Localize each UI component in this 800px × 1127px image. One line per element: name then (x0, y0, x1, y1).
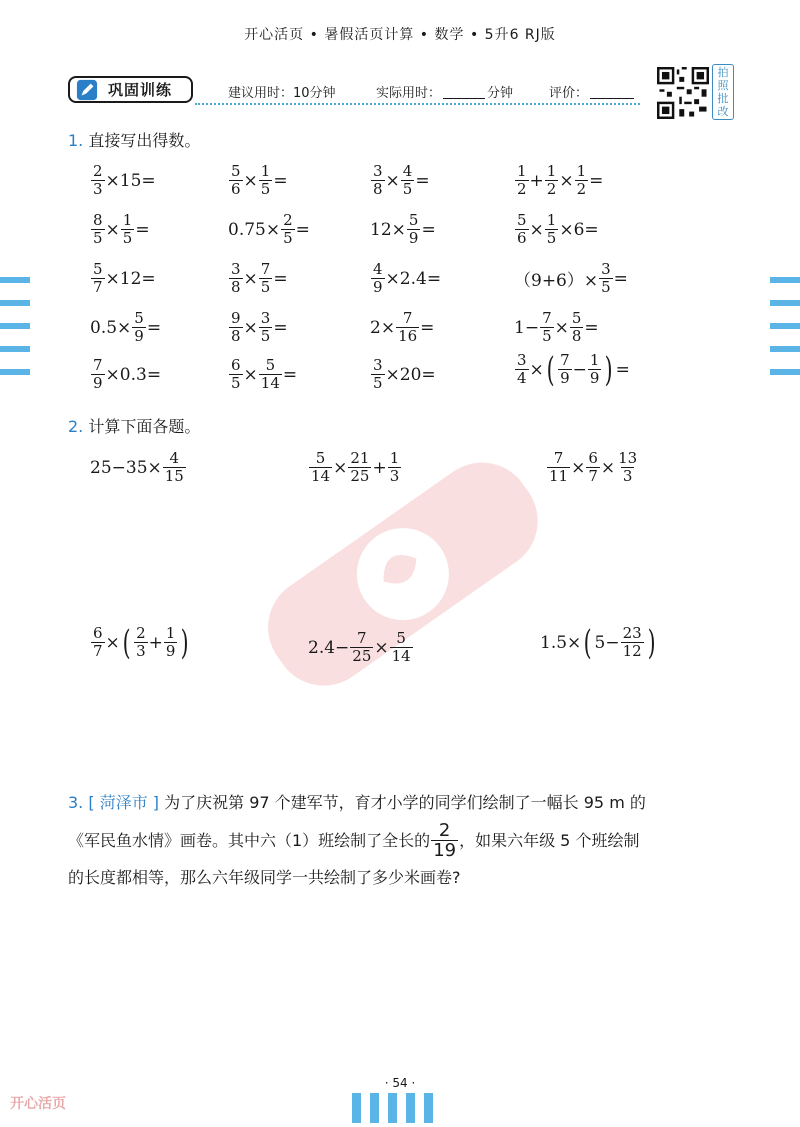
qr-code-icon[interactable] (657, 67, 709, 119)
fraction: $\frac{2}{5}$ (283, 211, 293, 247)
pencil-icon (76, 79, 98, 101)
fraction: $\frac{3}{4}$ (517, 351, 527, 387)
scan-correct-label (712, 64, 734, 120)
fraction: $\frac{5}{14}$ (260, 356, 280, 392)
q3-line-2 (68, 821, 748, 860)
fraction: $\frac{7}{9}$ (560, 351, 570, 387)
fraction: $\frac{7}{16}$ (398, 309, 418, 345)
q2-item-a: 25−35× $\frac{4}{15}$ (90, 449, 184, 485)
q2-item-c: $\frac{7}{11}$ × $\frac{6}{7}$ × $\frac{13}{3}$ (549, 449, 638, 485)
fraction: $\frac{5}{14}$ (391, 629, 411, 665)
left-side-bars (0, 277, 30, 392)
fraction: $\frac{2}{3}$ (93, 162, 103, 198)
fraction: $\frac{3}{5}$ (601, 260, 611, 296)
q1-item: $\frac{3}{4}$ × ( $\frac{7}{9}$ − $\frac{1}{9}$ ) = (517, 349, 630, 390)
fraction: $\frac{8}{5}$ (93, 211, 103, 247)
q1-item: $\frac{5}{7}$ ×12= (93, 260, 156, 296)
q1-item: $\frac{8}{5}$ × $\frac{1}{5}$ = (93, 211, 150, 247)
question-text: 直接写出得数。 (88, 131, 201, 150)
q1-item: 12× $\frac{5}{9}$ = (370, 211, 436, 247)
fraction: $\frac{4}{15}$ (164, 449, 184, 485)
question-number: 2. (68, 417, 84, 436)
fraction: $\frac{13}{3}$ (618, 449, 638, 485)
footer-bars (352, 1093, 442, 1127)
q3-text-2b: ，如果六年级 5 个班绘制 (459, 830, 640, 850)
section-banner (68, 76, 193, 103)
fraction: $\frac{3}{5}$ (373, 356, 383, 392)
fraction: $\frac{1}{5}$ (122, 211, 133, 247)
header-title: 开心活页 • 暑假活页计算 • 数学 • 5升6 RJ版 (244, 27, 556, 43)
q1-item: 2× $\frac{7}{16}$ = (370, 309, 435, 345)
q1-item: （9+6）× $\frac{3}{5}$ = (514, 260, 628, 296)
fraction: $\frac{1}{2}$ (546, 162, 557, 198)
q1-item: $\frac{2}{3}$ ×15= (93, 162, 156, 198)
q1-item: $\frac{3}{5}$ ×20= (373, 356, 436, 392)
footer-logo: 开心活页 (10, 1096, 66, 1112)
q2-item-f: 1.5× ( 5− $\frac{23}{12}$ ) (540, 622, 656, 663)
fraction: $\frac{6}{5}$ (231, 356, 241, 392)
q2-item-e: 2.4− $\frac{7}{25}$ × $\frac{5}{14}$ (308, 629, 411, 665)
fraction: $\frac{9}{8}$ (231, 309, 241, 345)
scan-label-char: 改 (717, 105, 729, 118)
fraction: $\frac{1}{2}$ (576, 162, 587, 198)
evaluation (549, 82, 636, 101)
fraction: $\frac{6}{7}$ (588, 449, 598, 485)
fraction: $\frac{7}{11}$ (549, 449, 569, 485)
question-2-heading (68, 414, 200, 437)
suggested-time: 建议用时：10分钟 (228, 86, 336, 101)
fraction: $\frac{2}{3}$ (136, 624, 146, 660)
fraction: $\frac{5}{8}$ (571, 309, 582, 345)
fraction: $\frac{21}{25}$ (350, 449, 370, 485)
q1-item: 0.5× $\frac{5}{9}$ = (90, 309, 162, 345)
page-number: · 54 · (384, 1076, 416, 1090)
banner-title: 巩固训练 (108, 81, 173, 99)
right-side-bars (770, 277, 800, 392)
q3-text-2a: 《军民鱼水情》画卷。其中六（1）班绘制了全长的 (68, 830, 431, 850)
actual-time-blank[interactable] (443, 98, 485, 99)
q1-item: $\frac{3}{8}$ × $\frac{7}{5}$ = (231, 260, 288, 296)
q1-item: $\frac{5}{6}$ × $\frac{1}{5}$ ×6= (517, 211, 599, 247)
fraction: $\frac{5}{9}$ (408, 211, 419, 247)
q3-text-3: 的长度都相等，那么六年级同学一共绘制了多少米画卷? (68, 868, 461, 887)
fraction: $\frac{5}{6}$ (517, 211, 527, 247)
q1-item: $\frac{7}{9}$ ×0.3= (93, 356, 162, 392)
fraction: $\frac{5}{9}$ (134, 309, 144, 345)
fraction: $\frac{1}{9}$ (589, 351, 600, 387)
q3-text-1: 为了庆祝第 97 个建军节，育才小学的同学们绘制了一幅长 95 m 的 (164, 793, 646, 812)
fraction: $\frac{1}{9}$ (165, 624, 176, 660)
fraction: $\frac{4}{5}$ (402, 162, 413, 198)
evaluation-blank[interactable] (590, 98, 634, 99)
fraction: $\frac{1}{2}$ (517, 162, 527, 198)
question-text: 计算下面各题。 (88, 417, 201, 436)
question-3 (68, 785, 748, 896)
fraction: $\frac{1}{5}$ (260, 162, 271, 198)
fraction: $\frac{2}{19}$ (433, 820, 457, 861)
scan-label-char: 批 (717, 92, 729, 105)
actual-time-unit: 分钟 (487, 86, 514, 101)
q2-item-d: $\frac{6}{7}$ × ( $\frac{2}{3}$ + $\frac{1}{9}$ ) (93, 622, 190, 663)
fraction: $\frac{7}{5}$ (260, 260, 271, 296)
fraction: $\frac{5}{14}$ (311, 449, 331, 485)
q2-item-b: $\frac{5}{14}$ × $\frac{21}{25}$ + $\frac{1}{3}$ (311, 449, 400, 485)
fraction: $\frac{5}{6}$ (231, 162, 241, 198)
fraction: $\frac{7}{25}$ (352, 629, 372, 665)
scan-label-char: 拍 (717, 66, 729, 79)
q1-item: $\frac{6}{5}$ × $\frac{5}{14}$ = (231, 356, 298, 392)
q1-item: $\frac{9}{8}$ × $\frac{3}{5}$ = (231, 309, 288, 345)
fraction: $\frac{3}{8}$ (231, 260, 241, 296)
actual-time (376, 82, 513, 101)
q3-line-1 (68, 785, 748, 821)
region-tag: [ 菏泽市 ] (88, 793, 160, 812)
fraction: $\frac{4}{9}$ (373, 260, 383, 296)
fraction: $\frac{23}{12}$ (622, 624, 642, 660)
actual-time-label: 实际用时： (376, 86, 442, 101)
scan-label-char: 照 (717, 79, 729, 92)
q1-item: 0.75× $\frac{2}{5}$ = (228, 211, 310, 247)
q1-item: $\frac{1}{2}$ + $\frac{1}{2}$ × $\frac{1}{2}$ = (517, 162, 604, 198)
q1-item: $\frac{4}{9}$ ×2.4= (373, 260, 442, 296)
fraction: $\frac{1}{3}$ (389, 449, 400, 485)
q1-item: $\frac{3}{8}$ × $\frac{4}{5}$ = (373, 162, 430, 198)
dotted-divider (195, 103, 640, 105)
fraction: $\frac{6}{7}$ (93, 624, 103, 660)
fraction: $\frac{7}{9}$ (93, 356, 103, 392)
fraction: $\frac{5}{7}$ (93, 260, 103, 296)
q1-item: $\frac{5}{6}$ × $\frac{1}{5}$ = (231, 162, 288, 198)
question-number: 1. (68, 131, 84, 150)
fraction: $\frac{3}{8}$ (373, 162, 383, 198)
fraction: $\frac{1}{5}$ (546, 211, 557, 247)
fraction: $\frac{3}{5}$ (260, 309, 271, 345)
evaluation-label: 评价： (549, 86, 589, 101)
q1-item: 1− $\frac{7}{5}$ × $\frac{5}{8}$ = (514, 309, 599, 345)
fraction: $\frac{7}{5}$ (542, 309, 552, 345)
question-1-heading (68, 128, 200, 151)
question-number: 3. (68, 793, 84, 812)
